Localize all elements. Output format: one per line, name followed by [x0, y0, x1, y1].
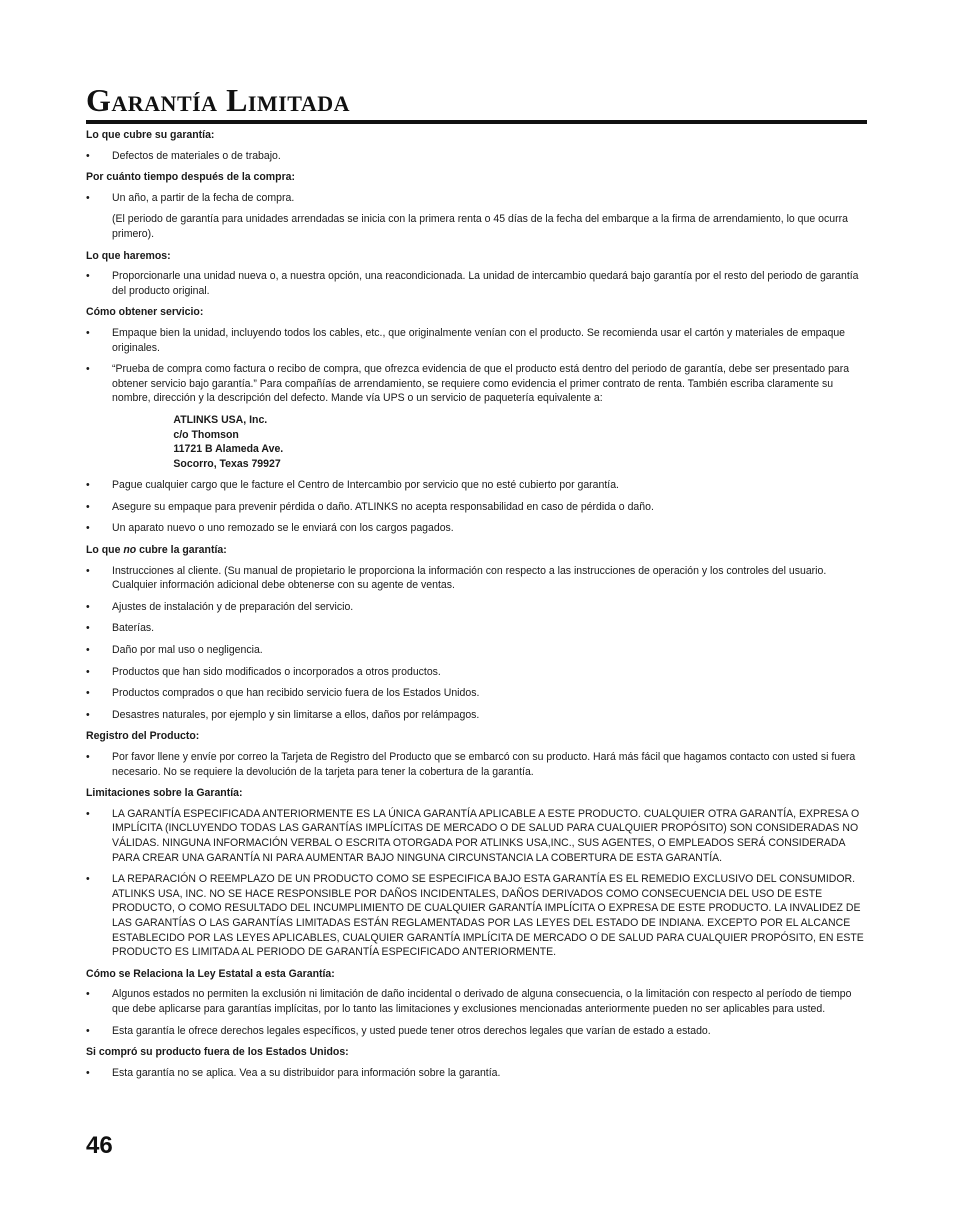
bullet: •: [86, 687, 90, 700]
bullet: •: [86, 500, 90, 513]
list-item: • LA GARANTÍA ESPECIFICADA ANTERIORMENTE ES LA ÚNICA GARANTÍA APLICABLE A ESTE PRODUCTO. CUALQUIER OTRA GARANTÍA, EXPRESA O IMPLÍCITA (INCLUYENDO TODAS LAS GARANTÍAS IMPLÍCITAS DE MERCADO O DE SALUD PARA CUALQUIER PROPÓSITO) SON CONSIDERADAS NO VÁLIDAS. NINGUNA INFORMACIÓN VERBAL O ESCRITA OTORGADA POR ATLINKS USA,INC., SUS AGENTES, O EMPLEADOS SERÁ CONSIDERADA PARA CREAR UNA GARANTÍA NI PARA AUMENTAR BAJO NINGUNA CIRCUNSTANCIA LA COBERTURA DE ESTA GARANTÍA.: [86, 807, 860, 864]
list-item: • Ajustes de instalación y de preparación del servicio.: [86, 600, 354, 613]
bullet: •: [86, 622, 90, 635]
list-item: • Esta garantía no se aplica. Vea a su distribuidor para información sobre la garantía.: [86, 1066, 501, 1079]
bullet: •: [86, 522, 90, 535]
page-title: Garantía Limitada: [86, 82, 350, 118]
list-item: • Instrucciones al cliente. (Su manual de propietario le proporciona la información con respecto a las instrucciones de operación y los controles del usuario. Cualquier información adicional debe obtenerse con su agente de ventas.: [86, 564, 827, 592]
list-item: • Desastres naturales, por ejemplo y sin limitarse a ellos, daños por relámpagos.: [86, 708, 480, 721]
duration-note: (El periodo de garantía para unidades arrendadas se inicia con la primera renta o 45 días de la fecha del embarque a la firma de arrendamiento, lo que ocurra primero).: [112, 213, 848, 240]
list-item: • Proporcionarle una unidad nueva o, a nuestra opción, una reacondicionada. La unidad de intercambio quedará bajo garantía por el resto del periodo de garantía del producto original.: [86, 270, 859, 297]
bullet: •: [86, 708, 90, 721]
address-line: Socorro, Texas 79927: [173, 457, 281, 470]
bullet: •: [86, 665, 90, 678]
bullet: •: [86, 873, 90, 886]
list-item: • Pague cualquier cargo que le facture el Centro de Intercambio por servicio que no esté cubierto por garantía.: [86, 479, 619, 492]
section-heading-limitations: Limitaciones sobre la Garantía:: [86, 787, 243, 800]
list-item: • Productos comprados o que han recibido servicio fuera de los Estados Unidos.: [86, 687, 480, 700]
bullet: •: [86, 751, 90, 763]
bullet: •: [86, 479, 90, 492]
list-item: • Asegure su empaque para prevenir pérdida o daño. ATLINKS no acepta responsabilidad en caso de pérdida o daño.: [86, 500, 654, 513]
list-item: • Algunos estados no permiten la exclusión ni limitación de daño incidental o derivado de alguna consecuencia, o la limitación con respecto al período de tiempo que debe aplicarse para garantías implícitas, por lo tanto las limitaciones y exclusiones mencionadas anteriormente pueden no ser aplicables para usted.: [86, 988, 852, 1015]
bullet: •: [86, 1024, 90, 1037]
list-item: • Un aparato nuevo o uno remozado se le enviará con los cargos pagados.: [86, 522, 454, 535]
address-line: 11721 B Alameda Ave.: [173, 443, 284, 456]
list-item: • Por favor llene y envíe por correo la Tarjeta de Registro del Producto que se embarcó con su producto. Hará más fácil que hagamos contacto con usted si fuera necesario. No se requiere la devolución de la tarjeta para tener la cobertura de la garantía.: [86, 751, 856, 778]
bullet: •: [86, 1066, 90, 1079]
bullet: •: [86, 326, 90, 339]
bullet: •: [86, 644, 90, 657]
list-item: • Productos que han sido modificados o incorporados a otros productos.: [86, 665, 441, 678]
bullet: •: [86, 270, 90, 283]
section-heading-service: Cómo obtener servicio:: [86, 306, 204, 319]
address-line: ATLINKS USA, Inc.: [173, 413, 268, 426]
bullet: •: [86, 191, 90, 204]
list-item: • “Prueba de compra como factura o recibo de compra, que ofrezca evidencia de que el producto está dentro del periodo de garantía, debe ser presentado para obtener servicio bajo garantía.” Para compañías de arrendamiento, se requiere como evidencia el primer contrato de renta. También escriba claramente su nombre, dirección y la descripción del defecto. Mande vía UPS o un servicio de paquetería equivalente a:: [86, 363, 850, 405]
bullet: •: [86, 807, 90, 820]
list-item: • Empaque bien la unidad, incluyendo todos los cables, etc., que originalmente venían con el producto. Se recomienda usar el cartón y materiales de empaque originales.: [86, 326, 846, 354]
bullet: •: [86, 988, 90, 1001]
list-item: • Un año, a partir de la fecha de compra.: [86, 191, 295, 204]
bullet: •: [86, 600, 90, 613]
section-heading-not-covered: Lo que no cubre la garantía:: [86, 544, 227, 557]
warranty-content: [86, 128, 865, 1080]
address-line: c/o Thomson: [173, 428, 239, 441]
bullet: •: [86, 564, 90, 577]
section-heading-we-do: Lo que haremos:: [86, 249, 171, 262]
mailing-address: [86, 413, 865, 471]
list-item: • Defectos de materiales o de trabajo.: [86, 149, 281, 162]
title-rule: [86, 120, 867, 124]
bullet: •: [86, 149, 90, 162]
section-heading-covers: Lo que cubre su garantía:: [86, 129, 215, 141]
list-item: • Baterías.: [86, 622, 155, 635]
section-heading-registration: Registro del Producto:: [86, 730, 200, 743]
list-item: • LA REPARACIÓN O REEMPLAZO DE UN PRODUCTO COMO SE ESPECIFICA BAJO ESTA GARANTÍA ES EL REMEDIO EXCLUSIVO DEL CONSUMIDOR. ATLINKS USA, INC. NO SE HACE RESPONSIBLE POR DAÑOS INCIDENTALES, DAÑOS DERIVADOS COMO CONSECUENCIA DEL USO DE ESTE PRODUCTO, O COMO RESULTADO DEL INCUMPLIMIENTO DE CUALQUIER GARANTÍA IMPLÍCITA O EXPRESA DE ESTE PRODUCTO. LA INVALIDEZ DE LAS GARANTÍAS O LAS GARANTÍAS LIMITADAS ESTÁN REGLAMENTADAS POR LAS LEYES DEL ESTADO DE INDIANA. EXCEPTO POR EL ALCANCE ESTABLECIDO POR LAS LEYES APLICABLES, CUALQUIER GARANTÍA IMPLÍCITA DE MERCADO O DE SALUD PARA CUALQUIER PROPÓSITO, EN ESTE PRODUCTO ES LIMITADA AL PERIODO DE GARANTÍA ESPECIFICADO ANTERIORMENTE.: [86, 873, 864, 959]
list-item: • Daño por mal uso o negligencia.: [86, 644, 263, 657]
page-number: 46: [86, 1132, 113, 1159]
list-item: • Esta garantía le ofrece derechos legales específicos, y usted puede tener otros derechos legales que varían de estado a estado.: [86, 1024, 711, 1037]
section-heading-duration: Por cuánto tiempo después de la compra:: [86, 171, 296, 184]
section-heading-state-law: Cómo se Relaciona la Ley Estatal a esta Garantía:: [86, 967, 335, 980]
section-heading-outside-us: Si compró su producto fuera de los Estados Unidos:: [86, 1046, 349, 1059]
bullet: •: [86, 363, 90, 376]
